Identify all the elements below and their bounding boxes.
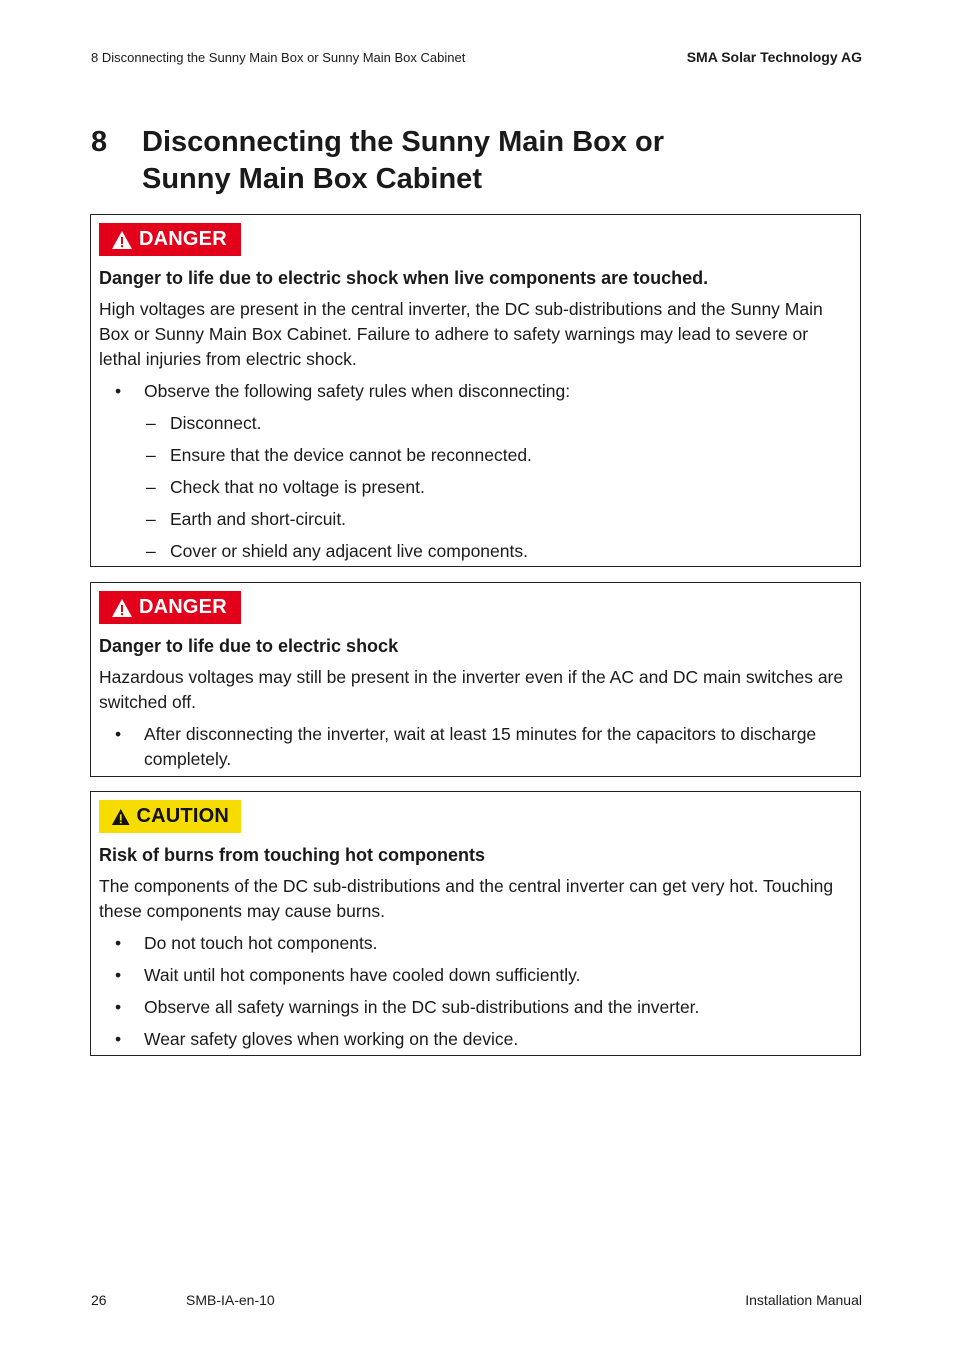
notice-title: Danger to life due to electric shock when live components are touched.: [99, 268, 709, 288]
badge-label: DANGER: [139, 596, 227, 618]
danger-notice-electric-shock: [90, 582, 861, 777]
list-item: [99, 379, 852, 564]
notice-body: Hazardous voltages may still be present in the inverter even if the AC and DC main switches are switched off.: [99, 667, 844, 712]
notice-bullet-list: [99, 722, 852, 772]
chapter-title-line-2: Sunny Main Box Cabinet: [142, 163, 482, 195]
notice-body: The components of the DC sub-distributions and the central inverter can get very hot. Touching these components may cause burns.: [99, 876, 834, 921]
badge-label: CAUTION: [136, 805, 229, 827]
running-header-company: SMA Solar Technology AG: [686, 49, 862, 65]
warning-triangle-icon: [111, 230, 133, 250]
danger-badge: [99, 591, 241, 624]
notice-bullet-list: [99, 931, 852, 1052]
list-item: • Observe all safety warnings in the DC sub-distributions and the inverter.: [99, 995, 852, 1020]
safety-rules-list: [144, 411, 852, 564]
notice-bullet-list: [99, 379, 852, 564]
list-item: – Earth and short-circuit.: [144, 507, 852, 532]
danger-badge: [99, 223, 241, 256]
list-item: • Do not touch hot components.: [99, 931, 852, 956]
page-number: 26: [91, 1292, 107, 1308]
caution-badge: [99, 800, 241, 833]
list-item: • Wear safety gloves when working on the device.: [99, 1027, 852, 1052]
notice-title: Risk of burns from touching hot components: [99, 845, 485, 865]
notice-body: High voltages are present in the central inverter, the DC sub-distributions and the Sunny Main Box or Sunny Main Box Cabinet. Failure to adhere to safety warnings may lead to severe or lethal injuries from electric shock.: [99, 299, 823, 369]
warning-triangle-icon: [111, 807, 130, 827]
list-item: – Disconnect.: [144, 411, 852, 436]
chapter-number: 8: [91, 126, 108, 158]
document-code: SMB-IA-en-10: [186, 1292, 275, 1308]
danger-notice-electric-shock-live-components: [90, 214, 861, 567]
warning-triangle-icon: [111, 598, 133, 618]
notice-title: Danger to life due to electric shock: [99, 636, 399, 656]
list-item: – Cover or shield any adjacent live components.: [144, 539, 852, 564]
bullet-text: Observe the following safety rules when disconnecting:: [144, 381, 571, 401]
chapter-heading: [91, 124, 791, 198]
list-item: • After disconnecting the inverter, wait at least 15 minutes for the capacitors to discharge completely.: [99, 722, 852, 772]
chapter-title-line-1: Disconnecting the Sunny Main Box or: [142, 126, 665, 158]
list-item: • Wait until hot components have cooled down sufficiently.: [99, 963, 852, 988]
list-item: – Ensure that the device cannot be reconnected.: [144, 443, 852, 468]
caution-notice-hot-components: [90, 791, 861, 1056]
document-type: Installation Manual: [745, 1292, 862, 1308]
list-item: – Check that no voltage is present.: [144, 475, 852, 500]
running-header-section: 8 Disconnecting the Sunny Main Box or Sunny Main Box Cabinet: [91, 50, 466, 65]
badge-label: DANGER: [139, 228, 227, 250]
